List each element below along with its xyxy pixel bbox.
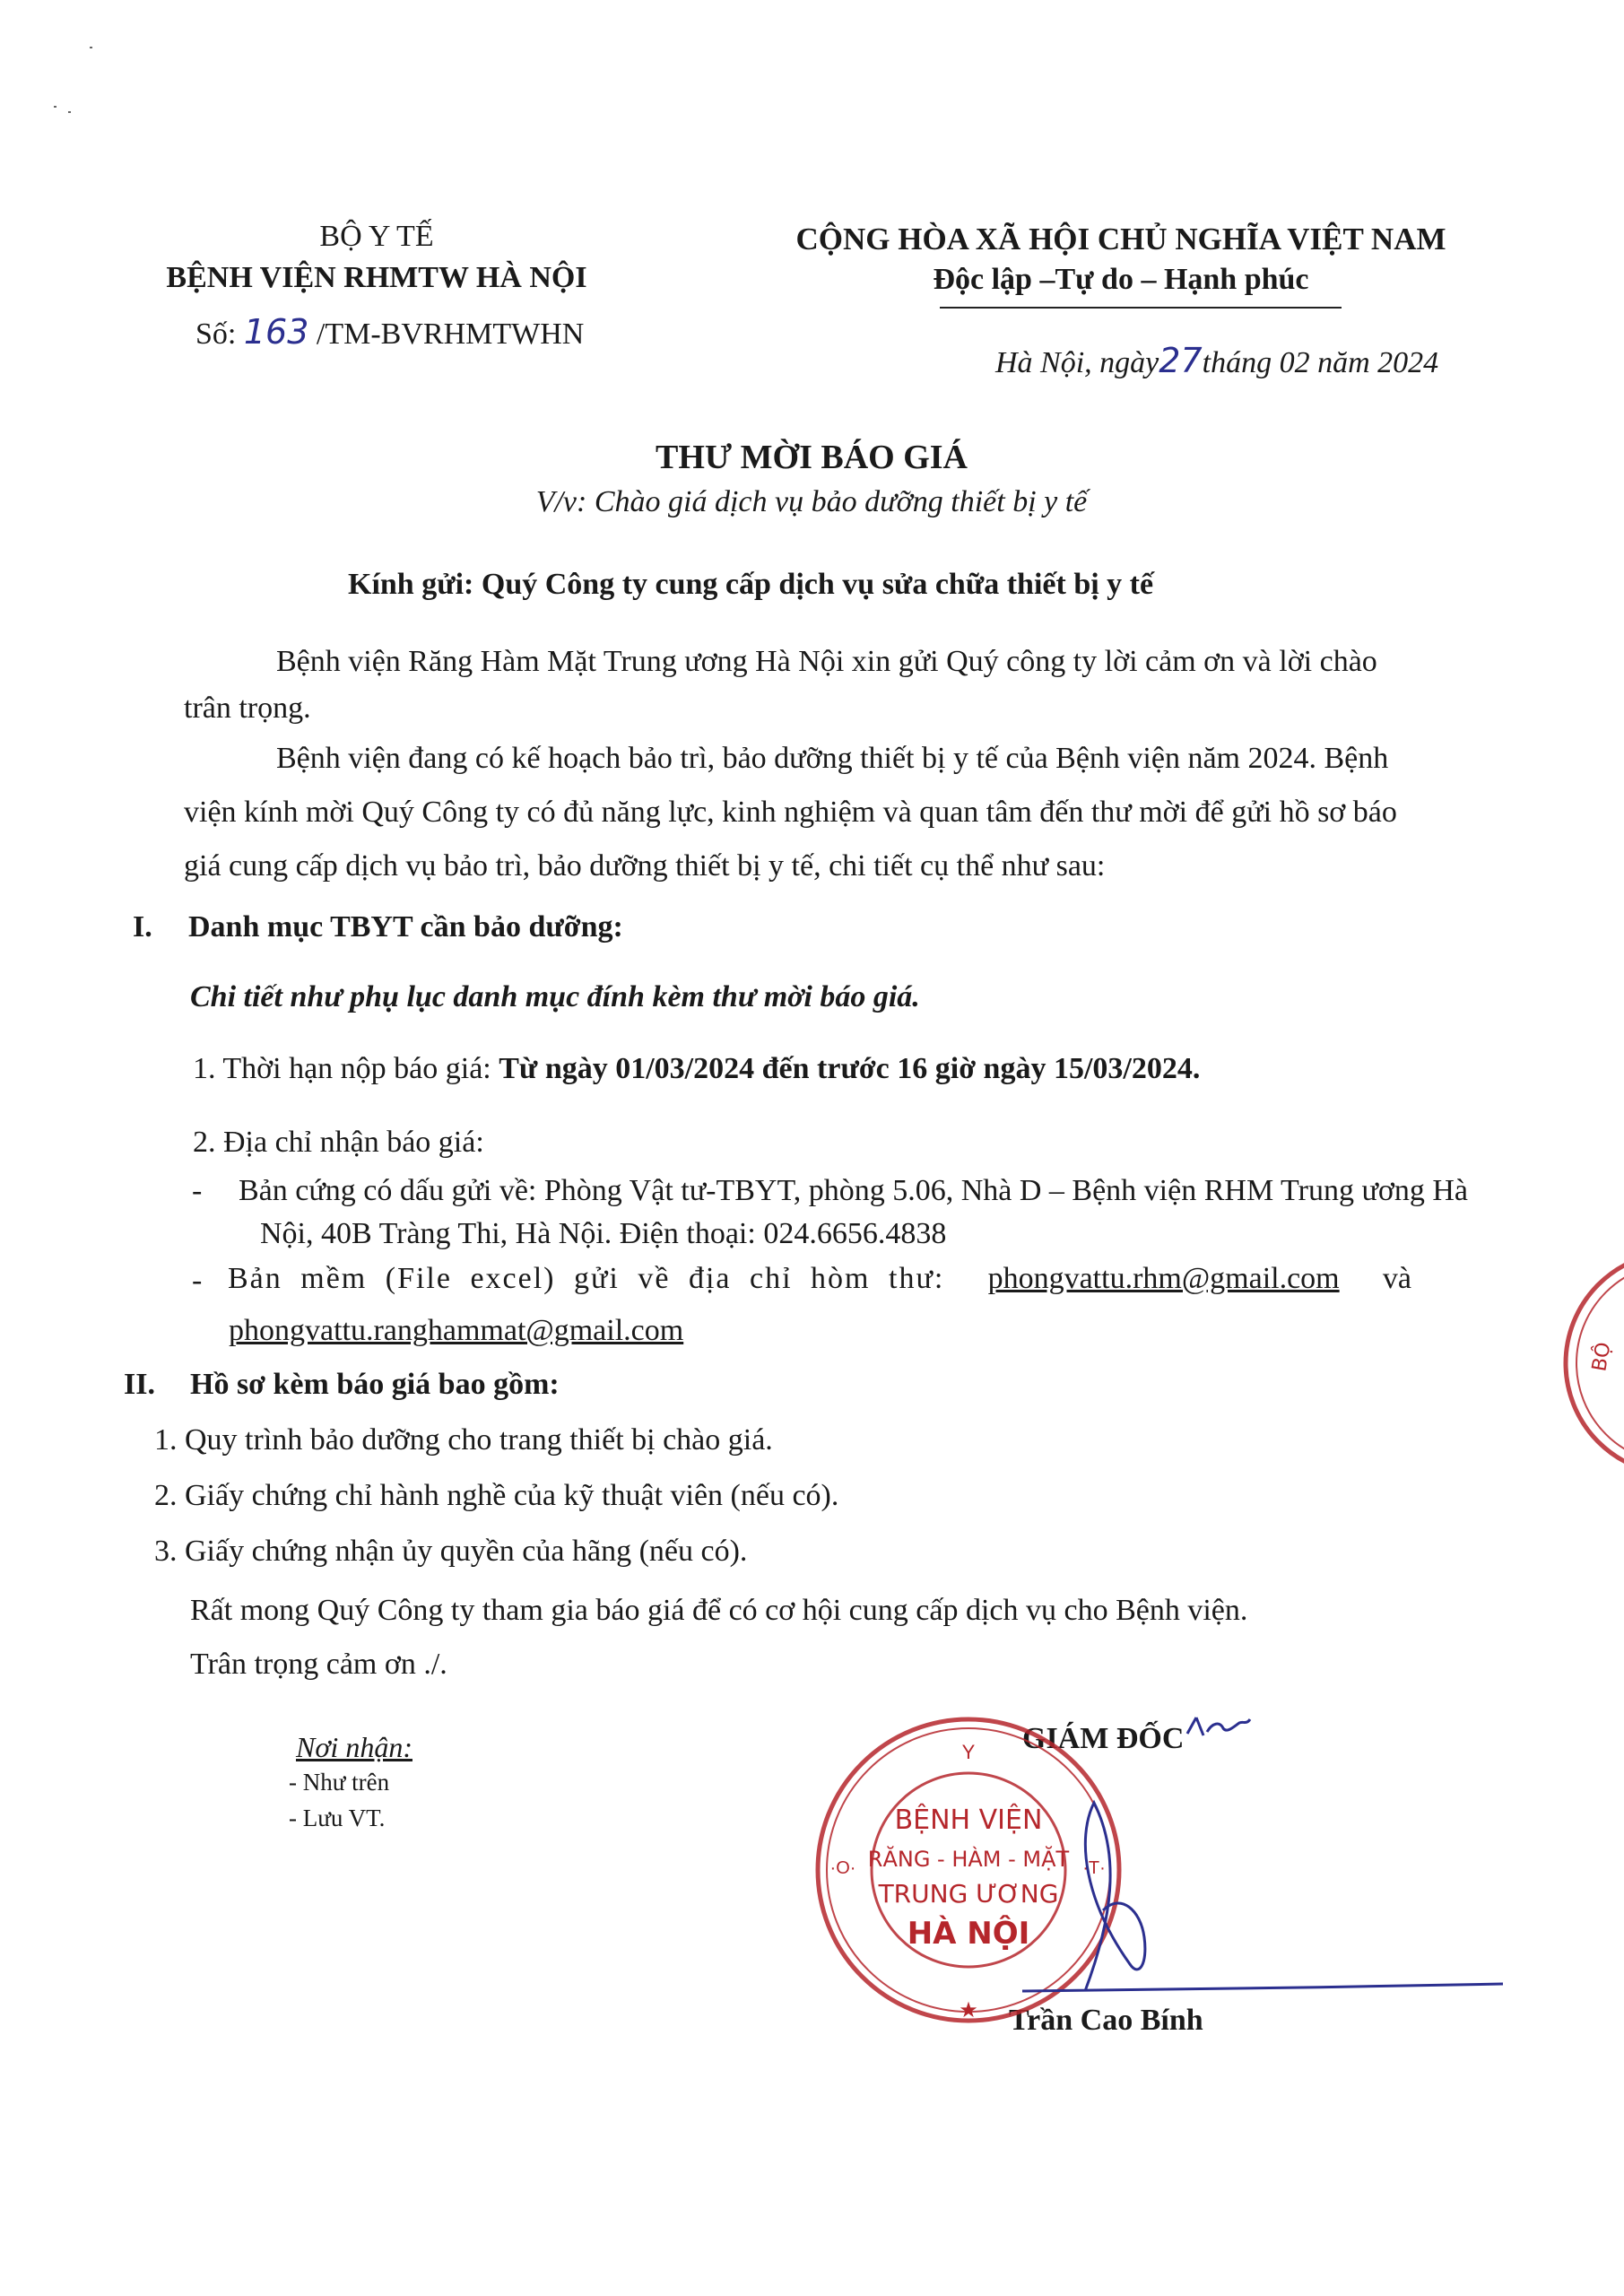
conjunction-and: và	[1382, 1262, 1411, 1295]
date-suffix: tháng 02 năm 2024	[1202, 346, 1439, 379]
section-1-detail: Chi tiết như phụ lục danh mục đính kèm thư mời báo giá.	[190, 980, 920, 1013]
address-heading: 2. Địa chỉ nhận báo giá:	[193, 1126, 484, 1159]
svg-text:RĂNG - HÀM - MẶT: RĂNG - HÀM - MẶT	[867, 1847, 1070, 1872]
svg-text:BỆNH VIỆN: BỆNH VIỆN	[894, 1805, 1043, 1836]
paragraph-2-line-2: viện kính mời Quý Công ty có đủ năng lực, kinh nghiệm và quan tâm đến thư mời để gửi hồ sơ báo	[184, 796, 1397, 829]
issue-date	[995, 341, 1438, 382]
recipient-item: - Như trên	[289, 1769, 390, 1796]
email-link-2[interactable]: phongvattu.ranghammat@gmail.com	[229, 1314, 684, 1347]
section-1-heading: Danh mục TBYT cần bảo dưỡng:	[188, 910, 623, 944]
closing-line-2: Trân trọng cảm ơn ./.	[190, 1648, 447, 1681]
document-title: THƯ MỜI BÁO GIÁ	[656, 439, 968, 476]
national-title: CỘNG HÒA XÃ HỘI CHỦ NGHĨA VIỆT NAM	[795, 222, 1446, 257]
recipients-label: Nơi nhận:	[296, 1731, 413, 1763]
paragraph-1-line-1: Bệnh viện Răng Hàm Mặt Trung ương Hà Nội xin gửi Quý công ty lời cảm ơn và lời chào	[276, 645, 1377, 678]
hardcopy-address-line-1: Bản cứng có dấu gửi về: Phòng Vật tư-TBYT, phòng 5.06, Nhà D – Bệnh viện RHM Trung ương Hà	[239, 1174, 1469, 1207]
signatory-name: Trần Cao Bính	[1009, 2004, 1203, 2037]
svg-text:HÀ NỘI: HÀ NỘI	[907, 1916, 1030, 1952]
bullet-dash: -	[192, 1264, 203, 1297]
section-2-heading: Hồ sơ kèm báo giá bao gồm:	[190, 1368, 560, 1401]
paragraph-1-line-2: trân trọng.	[184, 691, 311, 725]
svg-text:BỘ: BỘ	[1588, 1340, 1616, 1374]
required-document-item: 3. Giấy chứng nhận ủy quyền của hãng (nếu có).	[154, 1535, 748, 1568]
svg-text:Y: Y	[961, 1741, 976, 1763]
scan-speck	[54, 106, 56, 108]
required-document-item: 1. Quy trình bảo dưỡng cho trang thiết bị chào giá.	[154, 1423, 773, 1457]
scan-speck	[68, 111, 71, 113]
svg-text:★: ★	[959, 1998, 978, 2022]
hardcopy-address-line-2: Nội, 40B Tràng Thi, Hà Nội. Điện thoại: 024.6656.4838	[260, 1217, 947, 1250]
paragraph-2-line-1: Bệnh viện đang có kế hoạch bảo trì, bảo dưỡng thiết bị y tế của Bệnh viện năm 2024. Bệnh	[276, 742, 1389, 775]
deadline-label: 1. Thời hạn nộp báo giá:	[193, 1052, 499, 1085]
date-prefix: Hà Nội, ngày	[995, 346, 1159, 379]
doc-number-handwritten: 163	[243, 312, 309, 352]
section-1-number: I.	[133, 910, 152, 944]
initials-mark	[1184, 1709, 1255, 1744]
svg-text:·O·: ·O·	[829, 1858, 856, 1878]
submission-deadline	[193, 1051, 1200, 1088]
svg-text:·T·: ·T·	[1082, 1858, 1106, 1878]
paragraph-2-line-3: giá cung cấp dịch vụ bảo trì, bảo dưỡng thiết bị y tế, chi tiết cụ thể như sau:	[184, 849, 1106, 883]
partial-seal-right-edge	[1560, 1247, 1624, 1480]
document-subject: V/v: Chào giá dịch vụ bảo dưỡng thiết bị y tế	[535, 485, 1088, 518]
hospital-name: BỆNH VIỆN RHMTW HÀ NỘI	[166, 261, 587, 294]
deadline-value: Từ ngày 01/03/2024 đến trước 16 giờ ngày 15/03/2024	[499, 1052, 1193, 1085]
signatory-title: GIÁM ĐỐC	[1022, 1722, 1185, 1755]
recipient-item: - Lưu VT.	[289, 1805, 386, 1831]
motto-underline	[940, 307, 1342, 309]
document-number	[195, 312, 584, 353]
required-document-item: 2. Giấy chứng chỉ hành nghề của kỹ thuật viên (nếu có).	[154, 1479, 839, 1512]
doc-number-label: Số:	[195, 317, 237, 351]
doc-number-suffix: /TM-BVRHMTWHN	[316, 317, 585, 351]
ministry-name: BỘ Y TẾ	[319, 220, 434, 253]
national-motto: Độc lập –Tự do – Hạnh phúc	[933, 263, 1309, 296]
deadline-period: .	[1192, 1052, 1201, 1085]
closing-line-1: Rất mong Quý Công ty tham gia báo giá để có cơ hội cung cấp dịch vụ cho Bệnh viện.	[190, 1594, 1248, 1627]
svg-text:TRUNG ƯƠNG: TRUNG ƯƠNG	[878, 1879, 1059, 1909]
date-day-handwritten: 27	[1159, 341, 1203, 380]
email-link-1[interactable]: phongvattu.rhm@gmail.com	[987, 1262, 1340, 1295]
scan-speck	[90, 47, 92, 48]
recipient-line: Kính gửi: Quý Công ty cung cấp dịch vụ sửa chữa thiết bị y tế	[348, 568, 1154, 601]
bullet-dash: -	[192, 1174, 203, 1207]
handwritten-signature	[986, 1785, 1524, 2009]
softcopy-address-line	[228, 1261, 1411, 1298]
section-2-number: II.	[124, 1368, 155, 1401]
softcopy-label: Bản mềm (File excel) gửi về địa chỉ hòm thư:	[228, 1262, 945, 1295]
